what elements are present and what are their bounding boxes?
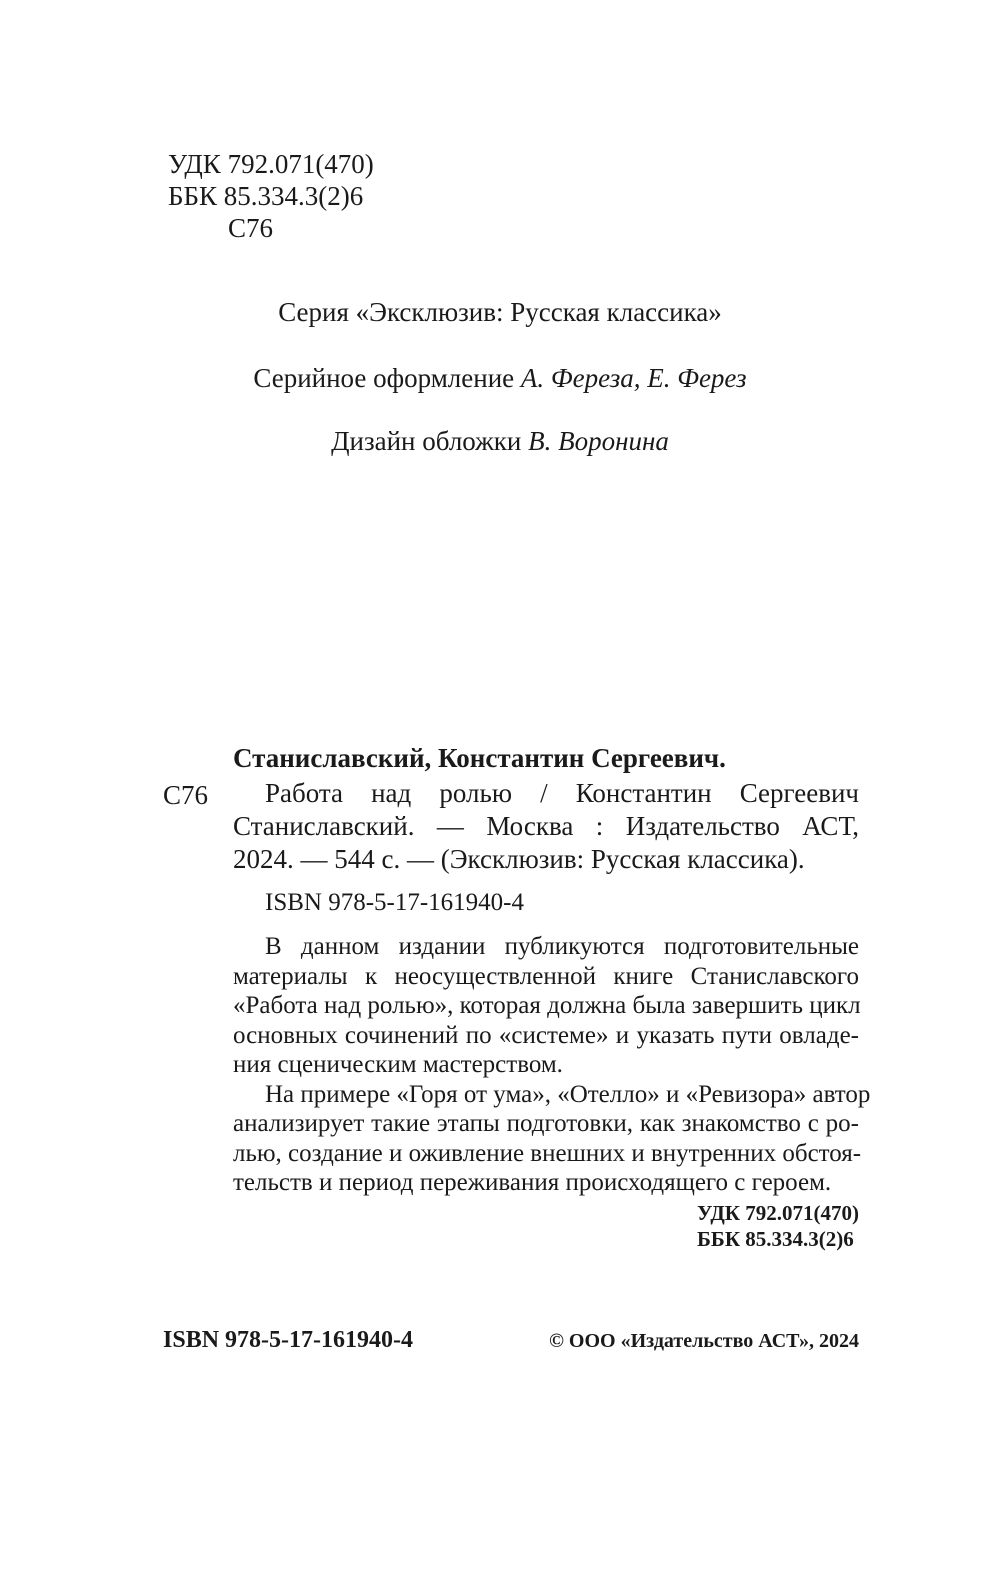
card-heading: Станиславский, Константин Сергеевич.: [233, 743, 726, 773]
abstract-line: лью, создание и оживление внешних и внутренних обстоя-: [233, 1139, 862, 1167]
description-line: 2024. — 544 с. — (Эксклюзив: Русская классика).: [233, 844, 805, 874]
description-line: Работа над ролью / Константин Сергеевич: [265, 778, 859, 808]
card-author-mark: С76: [163, 780, 209, 810]
abstract-line: основных сочинений по «системе» и указать пути овладе-: [233, 1021, 859, 1049]
card-bbk-code: ББК 85.334.3(2)6: [697, 1227, 854, 1251]
card-isbn: ISBN 978-5-17-161940-4: [265, 889, 525, 916]
design-credit: [0, 362, 1000, 394]
udk-code: УДК 792.071(470): [168, 149, 374, 179]
abstract-line: материалы к неосуществленной книге Станиславского: [233, 962, 859, 990]
cover-credit: [0, 425, 1000, 457]
series-text: Серия «Эксклюзив: Русская классика»: [278, 297, 722, 327]
abstract-line: тельств и период переживания происходящего с героем.: [233, 1169, 832, 1196]
abstract-line: анализирует такие этапы подготовки, как знакомство с ро-: [233, 1110, 859, 1137]
abstract-line: На примере «Горя от ума», «Отелло» и «Ревизора» автор: [265, 1080, 871, 1108]
footer-copyright: © ООО «Издательство АСТ», 2024: [548, 1330, 859, 1352]
card-udk-code: УДК 792.071(470): [697, 1201, 859, 1225]
series-line: [0, 296, 1000, 328]
abstract-line: ния сценическим мастерством.: [233, 1051, 563, 1078]
design-credit-names: А. Фереза, Е. Ферез: [520, 363, 747, 393]
design-credit-label: Серийное оформление: [253, 363, 515, 393]
cover-credit-label: Дизайн обложки: [331, 426, 522, 456]
cover-credit-name: В. Воронина: [528, 426, 669, 456]
description-line: Станиславский. — Москва : Издательство АСТ,: [233, 811, 859, 841]
abstract-line: В данном издании публикуются подготовительные: [265, 933, 859, 960]
card-description: [233, 777, 859, 876]
bbk-code: ББК 85.334.3(2)6: [168, 181, 364, 211]
author-mark: С76: [228, 213, 274, 243]
abstract-line: «Работа над ролью», которая должна была завершить цикл: [233, 992, 861, 1019]
card-codes: [697, 1200, 859, 1252]
catalog-codes: [168, 148, 374, 244]
footer-isbn: ISBN 978-5-17-161940-4: [163, 1327, 413, 1353]
abstract: [233, 932, 871, 1198]
